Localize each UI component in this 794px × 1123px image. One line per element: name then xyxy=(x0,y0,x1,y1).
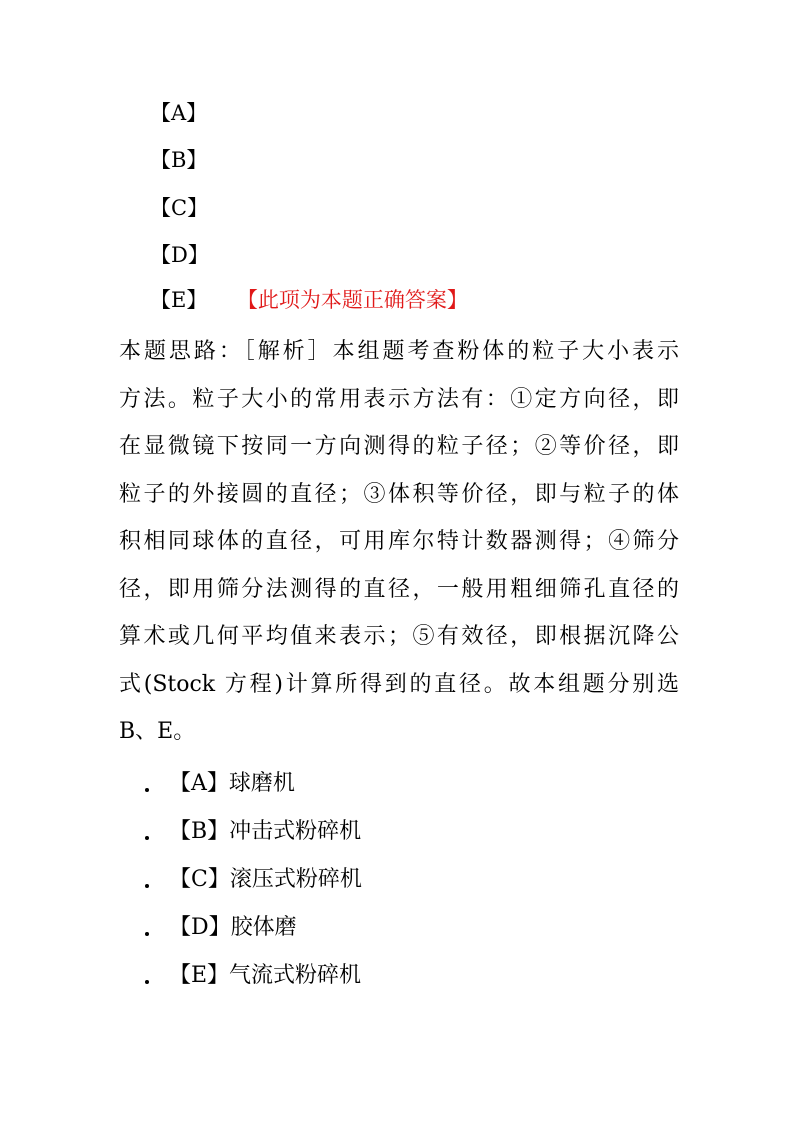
option-e xyxy=(150,285,468,315)
choice-text: 【B】冲击式粉碎机 xyxy=(169,819,362,844)
choice-list xyxy=(140,764,362,1004)
option-b xyxy=(150,145,207,175)
bullet-icon xyxy=(145,932,149,936)
bullet-icon xyxy=(145,836,149,840)
analysis-line: 径，即用筛分法测得的直径，一般用粗细筛孔直径的 xyxy=(119,576,679,602)
option-e-label: 【E】 xyxy=(150,288,208,312)
list-item xyxy=(140,812,362,860)
list-item xyxy=(140,956,362,1004)
correct-answer-mark: 【此项为本题正确答案】 xyxy=(247,288,468,312)
option-a xyxy=(150,98,207,128)
analysis-line: 方法。粒子大小的常用表示方法有：①定方向径，即 xyxy=(119,386,679,412)
choice-text: 【D】胶体磨 xyxy=(169,915,297,940)
choice-text: 【E】气流式粉碎机 xyxy=(169,963,362,988)
bullet-icon xyxy=(145,884,149,888)
analysis-line: 式(Stock 方程)计算所得到的直径。故本组题分别选 xyxy=(119,671,679,697)
option-b-label: 【B】 xyxy=(150,148,208,172)
bullet-icon xyxy=(145,788,149,792)
bullet-icon xyxy=(145,980,149,984)
analysis-line: 在显微镜下按同一方向测得的粒子径；②等价径，即 xyxy=(119,434,679,459)
analysis-line: B、E。 xyxy=(119,719,196,744)
list-item xyxy=(140,764,362,812)
choice-text: 【C】滚压式粉碎机 xyxy=(169,867,362,892)
analysis-line: 积相同球体的直径，可用库尔特计数器测得；④筛分 xyxy=(119,529,679,554)
list-item xyxy=(140,860,362,908)
option-a-label: 【A】 xyxy=(150,101,208,125)
choice-text: 【A】球磨机 xyxy=(169,771,295,796)
analysis-line: 本题思路：［解析］本组题考查粉体的粒子大小表示 xyxy=(119,339,679,364)
option-d-label: 【D】 xyxy=(150,243,209,267)
analysis-paragraph xyxy=(119,328,679,756)
option-c xyxy=(150,193,208,223)
list-item xyxy=(140,908,362,956)
option-d xyxy=(150,240,209,270)
analysis-line: 粒子的外接圆的直径；③体积等价径，即与粒子的体 xyxy=(119,481,679,507)
analysis-line: 算术或几何平均值来表示；⑤有效径，即根据沉降公 xyxy=(119,624,679,649)
option-c-label: 【C】 xyxy=(150,196,209,220)
